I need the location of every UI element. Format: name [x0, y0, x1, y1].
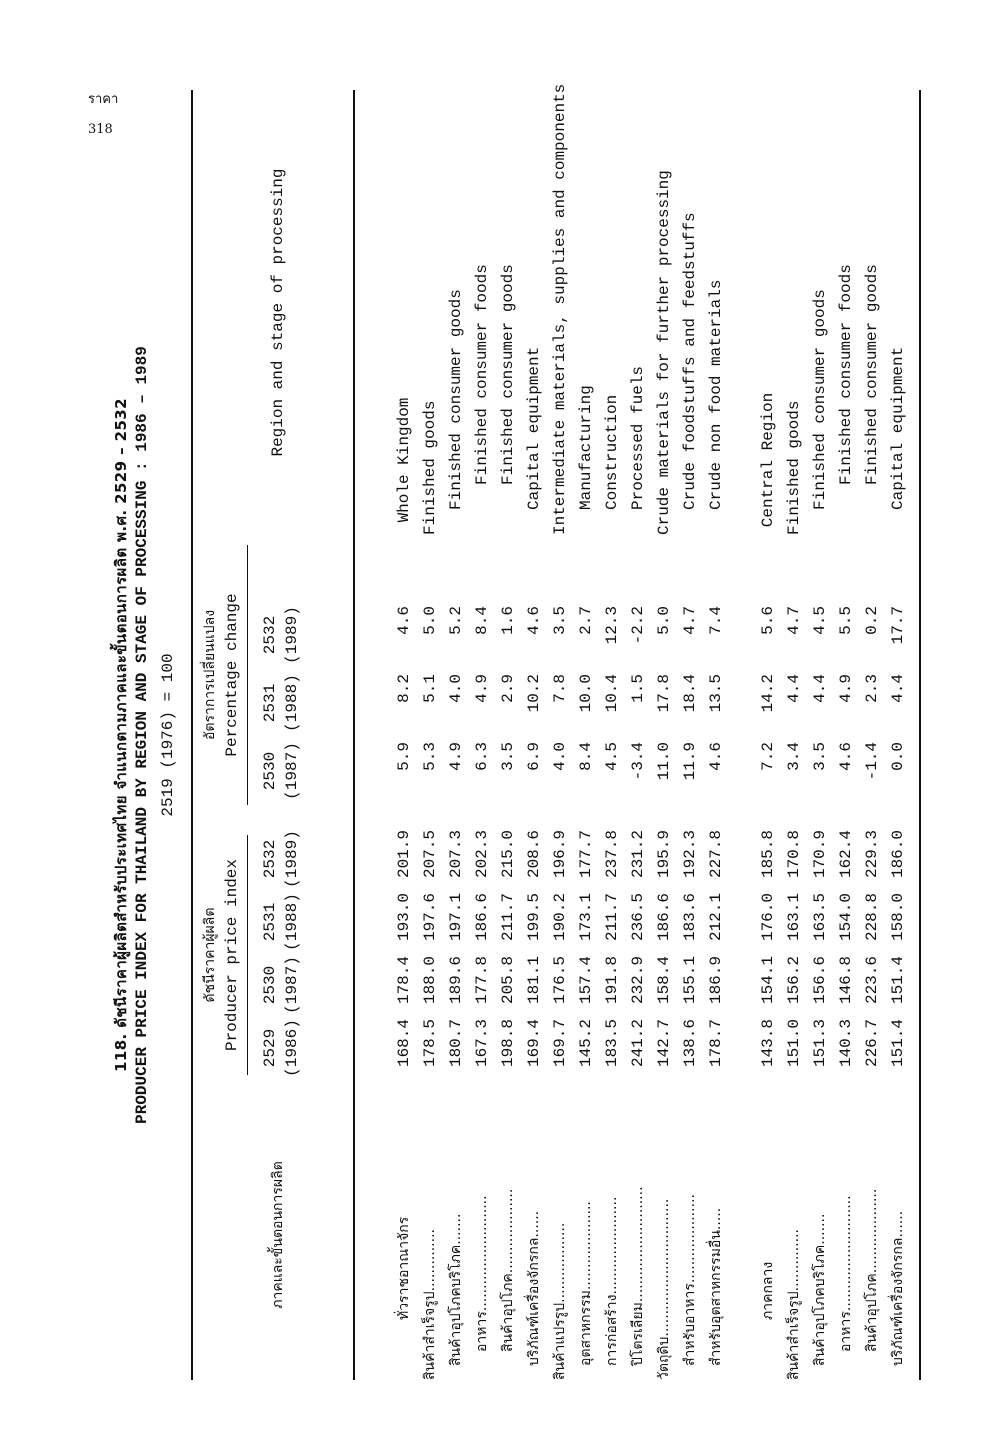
ppi-value: 151.0	[785, 1019, 803, 1068]
row-label-thai: สินค้าอุปโภค...................	[500, 1188, 516, 1352]
table-row	[755, 90, 781, 1380]
row-label-english: Intermediate materials, supplies and components	[551, 83, 569, 535]
table-row	[573, 90, 599, 1380]
ppi-value: 208.6	[525, 830, 543, 879]
pct-change-value: 4.4	[889, 674, 907, 703]
pct-change-value: 3.5	[499, 742, 517, 771]
row-label-english: Central Region	[759, 392, 777, 528]
ppi-value: 140.3	[837, 1019, 855, 1068]
ppi-value: 197.6	[421, 893, 439, 942]
table-row	[599, 90, 625, 1380]
pct-change-value: 17.8	[655, 674, 673, 713]
pct-change-value: 5.2	[447, 606, 465, 635]
pct-year-3: 2532	[261, 615, 279, 655]
ppi-year-4: 2532	[261, 839, 279, 879]
row-label-thai: ทั่วราชอาณาจักร	[396, 1216, 412, 1320]
row-label-english: Whole Kingdom	[395, 397, 413, 523]
pct-change-value: 4.9	[473, 674, 491, 703]
pct-change-value: 10.2	[525, 674, 543, 713]
pct-change-value: 10.0	[577, 674, 595, 713]
pct-change-value: 4.6	[395, 606, 413, 635]
ppi-value: 191.8	[603, 956, 621, 1005]
ppi-value: 231.2	[629, 830, 647, 879]
row-label-english: Construction	[603, 394, 621, 510]
ppi-value: 223.6	[863, 956, 881, 1005]
row-label-thai: การก่อสร้าง......................	[604, 1196, 620, 1366]
row-label-english: Finished consumer foods	[837, 264, 855, 485]
table-row	[495, 90, 521, 1380]
ppi-value: 156.2	[785, 956, 803, 1005]
pct-change-value: 4.7	[681, 606, 699, 635]
ppi-value: 226.7	[863, 1019, 881, 1068]
row-label-english: Crude materials for further processing	[655, 170, 673, 535]
pct-change-value: 7.4	[707, 606, 725, 635]
ppi-value: 207.3	[447, 830, 465, 879]
row-label-thai: สินค้าแปรรูป..................	[552, 1222, 568, 1380]
pct-year-3-ce: (1989)	[283, 606, 301, 664]
pct-change-value: 5.9	[395, 742, 413, 771]
ppi-value: 169.7	[551, 1019, 569, 1068]
ppi-year-4-ce: (1989)	[283, 830, 301, 888]
header-rule	[353, 90, 355, 1380]
ppi-value: 199.5	[525, 893, 543, 942]
pct-change-value: 5.0	[421, 606, 439, 635]
pct-change-value: 8.4	[577, 742, 595, 771]
row-label-thai: สินค้าอุปโภคบริโภค.......	[812, 1213, 828, 1366]
ppi-value: 177.7	[577, 830, 595, 879]
ppi-subrule	[247, 835, 248, 1075]
table-row	[547, 83, 573, 1380]
pct-year-1: 2530	[261, 751, 279, 791]
row-label-thai: ภาคกลาง	[760, 1261, 776, 1320]
ppi-value: 241.2	[629, 1019, 647, 1068]
row-label-thai: สินค้าอุปโภค...................	[864, 1188, 880, 1352]
ppi-value: 186.6	[655, 893, 673, 942]
row-label-thai: ปิโตรเลียม..........................	[630, 1186, 646, 1366]
row-label-english: Processed fuels	[629, 365, 647, 510]
pct-change-value: 12.3	[603, 606, 621, 645]
bottom-rule	[919, 90, 921, 1380]
header-ppi-thai: ดัชนีราคาผู้ผลิต	[202, 907, 218, 1003]
ppi-value: 178.7	[707, 1019, 725, 1068]
ppi-value: 178.5	[421, 1019, 439, 1068]
row-label-thai: อุตสาหกรรม....................	[578, 1201, 594, 1366]
ppi-value: 185.8	[759, 830, 777, 879]
pct-change-value: 11.9	[681, 742, 699, 781]
row-label-thai: สินค้าสำเร็จรูป..............	[786, 1229, 802, 1380]
pct-change-value: 3.5	[551, 606, 569, 635]
table-row	[521, 90, 547, 1380]
pct-year-2: 2531	[261, 683, 279, 723]
rotated-table	[95, 83, 915, 1380]
pct-change-value: 4.4	[811, 674, 829, 703]
table-title-thai: 118. ดัชนีราคาผู้ผลิตสำหรับประเทศไทย จำแนกตามภาคและขั้นตอนการผลิต พ.ศ. 2529 – 2532	[112, 398, 130, 1072]
page-header-label: ราคา	[88, 92, 119, 107]
ppi-value: 236.5	[629, 893, 647, 942]
ppi-value: 158.4	[655, 956, 673, 1005]
pct-change-value: 1.5	[629, 674, 647, 703]
ppi-value: 146.8	[837, 956, 855, 1005]
pct-change-value: 7.8	[551, 674, 569, 703]
pct-change-value: 4.9	[447, 742, 465, 771]
row-label-thai: สำหรับอุตสาหกรรมอื่น.....	[708, 1207, 724, 1366]
ppi-value: 237.8	[603, 830, 621, 879]
pct-change-value: 14.2	[759, 674, 777, 713]
ppi-value: 177.8	[473, 956, 491, 1005]
ppi-value: 192.3	[681, 830, 699, 879]
ppi-value: 227.8	[707, 830, 725, 879]
row-label-english: Finished consumer goods	[863, 264, 881, 485]
pct-change-value: -1.4	[863, 742, 881, 781]
ppi-value: 215.0	[499, 830, 517, 879]
row-label-thai: อาหาร..........................	[838, 1195, 854, 1352]
ppi-value: 202.3	[473, 830, 491, 879]
ppi-value: 228.8	[863, 893, 881, 942]
row-label-thai: สำหรับอาหาร....................	[682, 1194, 698, 1366]
table-row	[625, 90, 651, 1380]
pct-change-value: -3.4	[629, 742, 647, 781]
pct-change-value: 5.3	[421, 742, 439, 771]
row-label-thai: อาหาร..........................	[474, 1195, 490, 1352]
header-pct-english: Percentage change	[223, 593, 241, 757]
header-ppi-english: Producer price index	[223, 858, 241, 1052]
ppi-value: 211.7	[603, 893, 621, 942]
pct-change-value: 6.9	[525, 742, 543, 771]
top-rule	[191, 90, 193, 1380]
ppi-value: 178.4	[395, 956, 413, 1005]
pct-change-value: 0.2	[863, 606, 881, 635]
pct-change-value: 1.6	[499, 606, 517, 635]
ppi-year-1: 2529	[261, 1028, 279, 1068]
ppi-value: 232.9	[629, 956, 647, 1005]
pct-change-value: -2.2	[629, 606, 647, 645]
pct-year-2-ce: (1988)	[283, 674, 301, 732]
pct-change-value: 3.5	[811, 742, 829, 771]
ppi-value: 197.1	[447, 893, 465, 942]
pct-change-value: 6.3	[473, 742, 491, 771]
row-label-thai: บริภัณฑ์เครื่องจักรกล......	[890, 1210, 906, 1366]
pct-change-value: 4.4	[785, 674, 803, 703]
ppi-value: 229.3	[863, 830, 881, 879]
pct-change-value: 5.5	[837, 606, 855, 635]
pct-year-1-ce: (1987)	[283, 742, 301, 800]
table-row	[443, 90, 469, 1380]
ppi-value: 190.2	[551, 893, 569, 942]
ppi-value: 196.9	[551, 830, 569, 879]
ppi-value: 169.4	[525, 1019, 543, 1068]
table-row	[859, 90, 885, 1380]
ppi-value: 183.5	[603, 1019, 621, 1068]
row-label-english: Finished goods	[785, 400, 803, 535]
ppi-value: 207.5	[421, 830, 439, 879]
row-label-english: Manufacturing	[577, 385, 595, 510]
ppi-value: 170.9	[811, 830, 829, 879]
base-year: 2519 (1976) = 100	[159, 653, 177, 817]
row-label-thai: สินค้าอุปโภคบริโภค.......	[448, 1213, 464, 1366]
table-row	[833, 90, 859, 1380]
ppi-value: 162.4	[837, 830, 855, 879]
ppi-value: 163.1	[785, 893, 803, 942]
table-row	[781, 90, 807, 1380]
ppi-year-3-ce: (1988)	[283, 893, 301, 951]
row-label-english: Finished consumer goods	[811, 289, 829, 510]
page-number: 318	[88, 122, 113, 137]
pct-subrule	[247, 545, 248, 805]
table-row	[703, 90, 729, 1380]
pct-change-value: 17.7	[889, 606, 907, 645]
ppi-value: 186.6	[473, 893, 491, 942]
ppi-value: 145.2	[577, 1019, 595, 1068]
pct-change-value: 3.4	[785, 742, 803, 771]
pct-change-value: 4.7	[785, 606, 803, 635]
pct-change-value: 4.6	[837, 742, 855, 771]
ppi-value: 186.9	[707, 956, 725, 1005]
ppi-value: 212.1	[707, 893, 725, 942]
pct-change-value: 13.5	[707, 674, 725, 713]
row-label-english: Finished consumer foods	[473, 264, 491, 485]
ppi-value: 167.3	[473, 1019, 491, 1068]
ppi-value: 198.8	[499, 1019, 517, 1068]
table-title-english: PRODUCER PRICE INDEX FOR THAILAND BY REGION AND STAGE OF PROCESSING : 1986 – 1989	[133, 346, 151, 1124]
table-row	[885, 90, 911, 1380]
table-row	[391, 90, 417, 1380]
ppi-value: 170.8	[785, 830, 803, 879]
ppi-value: 151.4	[889, 1019, 907, 1068]
ppi-year-1-ce: (1986)	[283, 1019, 301, 1077]
row-label-thai: บริภัณฑ์เครื่องจักรกล......	[526, 1210, 542, 1366]
ppi-value: 154.0	[837, 893, 855, 942]
pct-change-value: 2.7	[577, 606, 595, 635]
pct-change-value: 2.9	[499, 674, 517, 703]
pct-change-value: 5.6	[759, 606, 777, 635]
pct-change-value: 5.1	[421, 674, 439, 703]
pct-change-value: 5.0	[655, 606, 673, 635]
pct-change-value: 7.2	[759, 742, 777, 771]
pct-change-value: 4.6	[707, 742, 725, 771]
ppi-value: 173.1	[577, 893, 595, 942]
ppi-value: 195.9	[655, 830, 673, 879]
pct-change-value: 4.0	[551, 742, 569, 771]
row-label-english: Finished goods	[421, 400, 439, 535]
header-pct-thai: อัตราการเปลี่ยนแปลง	[202, 609, 218, 741]
ppi-value: 201.9	[395, 830, 413, 879]
ppi-year-2-ce: (1987)	[283, 956, 301, 1014]
row-label-english: Finished consumer goods	[447, 289, 465, 510]
row-label-english: Crude non food materials	[707, 279, 725, 510]
ppi-value: 193.0	[395, 893, 413, 942]
ppi-value: 189.6	[447, 956, 465, 1005]
row-label-english: Capital equipment	[525, 346, 543, 510]
row-label-thai: สินค้าสำเร็จรูป..............	[422, 1229, 438, 1380]
pct-change-value: 8.2	[395, 674, 413, 703]
ppi-value: 163.5	[811, 893, 829, 942]
ppi-value: 158.0	[889, 893, 907, 942]
row-label-english: Capital equipment	[889, 346, 907, 510]
pct-change-value: 0.0	[889, 742, 907, 771]
pct-change-value: 4.6	[525, 606, 543, 635]
table-row	[651, 90, 677, 1380]
header-stage-thai: ภาคและขั้นตอนการผลิต	[270, 1161, 286, 1309]
ppi-value: 168.4	[395, 1019, 413, 1068]
row-label-thai: วัตถุดิบ...............................	[656, 1198, 672, 1380]
pct-change-value: 8.4	[473, 606, 491, 635]
table-row	[417, 90, 443, 1380]
ppi-value: 180.7	[447, 1019, 465, 1068]
row-label-english: Crude foodstuffs and feedstuffs	[681, 212, 699, 510]
ppi-value: 156.6	[811, 956, 829, 1005]
table-row	[677, 90, 703, 1380]
ppi-value: 176.5	[551, 956, 569, 1005]
ppi-value: 154.1	[759, 956, 777, 1005]
pct-change-value: 4.0	[447, 674, 465, 703]
table-row	[469, 90, 495, 1380]
ppi-value: 186.0	[889, 830, 907, 879]
pct-change-value: 4.5	[811, 606, 829, 635]
ppi-value: 176.0	[759, 893, 777, 942]
pct-change-value: 11.0	[655, 742, 673, 781]
row-label-english: Finished consumer goods	[499, 264, 517, 485]
pct-change-value: 18.4	[681, 674, 699, 713]
ppi-value: 181.1	[525, 956, 543, 1005]
ppi-value: 211.7	[499, 893, 517, 942]
ppi-value: 151.3	[811, 1019, 829, 1068]
ppi-value: 143.8	[759, 1019, 777, 1068]
ppi-value: 157.4	[577, 956, 595, 1005]
pct-change-value: 4.5	[603, 742, 621, 771]
ppi-value: 138.6	[681, 1019, 699, 1068]
ppi-year-3: 2531	[261, 902, 279, 942]
ppi-value: 151.4	[889, 956, 907, 1005]
pct-change-value: 10.4	[603, 674, 621, 713]
pct-change-value: 2.3	[863, 674, 881, 703]
ppi-year-2: 2530	[261, 965, 279, 1005]
ppi-value: 155.1	[681, 956, 699, 1005]
ppi-value: 205.8	[499, 956, 517, 1005]
ppi-value: 142.7	[655, 1019, 673, 1068]
ppi-value: 188.0	[421, 956, 439, 1005]
table-row	[807, 90, 833, 1380]
pct-change-value: 4.9	[837, 674, 855, 703]
header-region-english: Region and stage of processing	[269, 168, 287, 457]
ppi-value: 183.6	[681, 893, 699, 942]
